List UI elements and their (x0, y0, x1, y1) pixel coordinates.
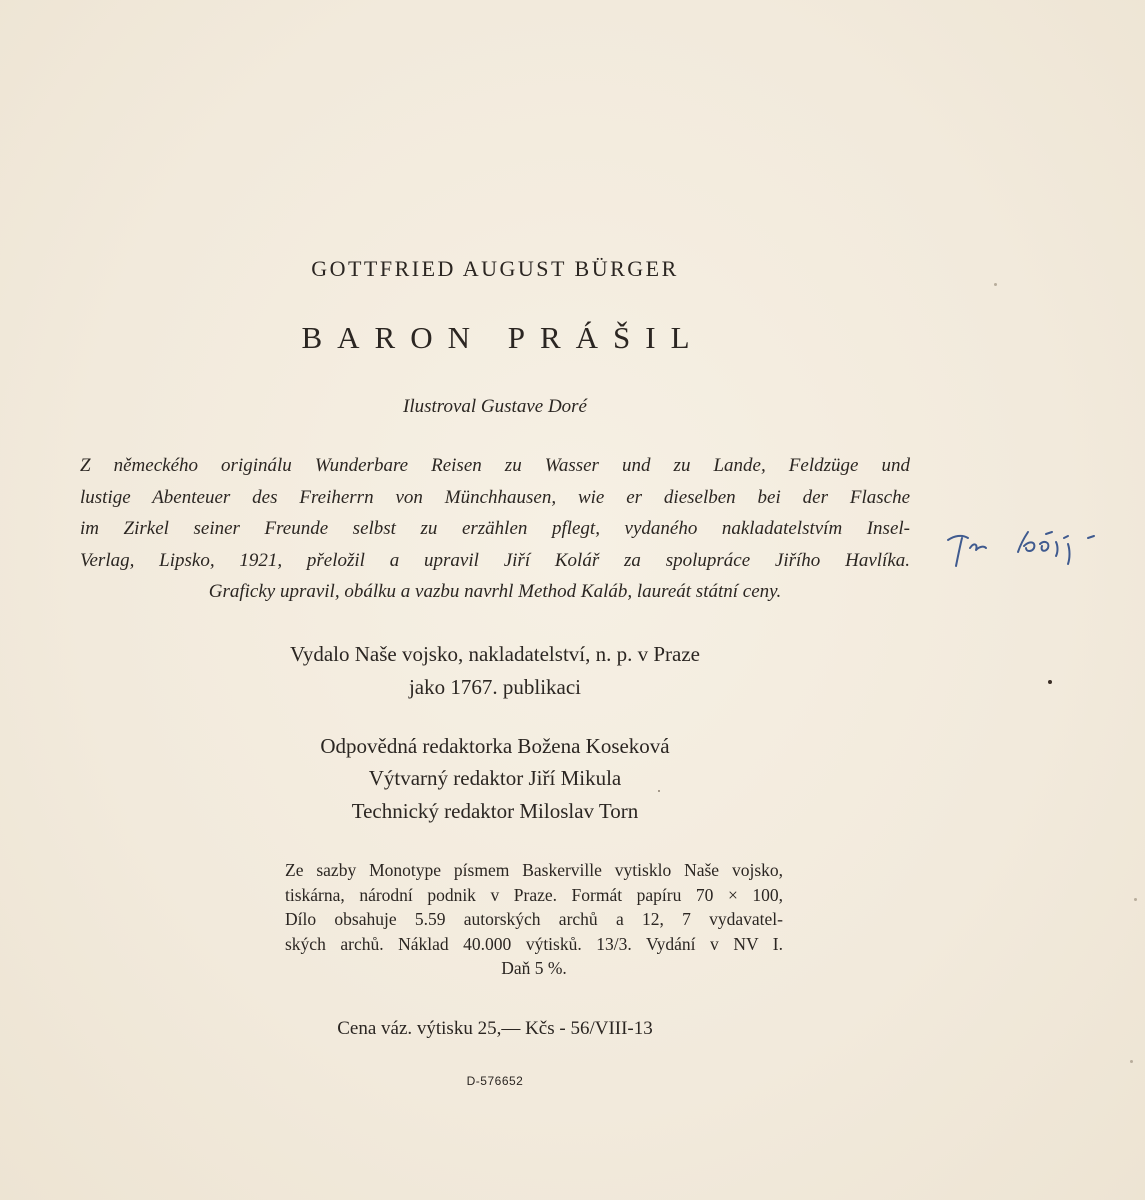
ink-speck (994, 283, 997, 286)
ink-speck (1130, 1060, 1133, 1063)
author-name: GOTTFRIED AUGUST BÜRGER (311, 256, 679, 281)
translation-note (80, 450, 910, 608)
publication-number: jako 1767. publikaci (408, 675, 582, 699)
ink-speck (1134, 898, 1137, 901)
publisher-line: Vydalo Naše vojsko, nakladatelství, n. p. v Praze (290, 642, 700, 666)
technical-editor: Technický redaktor Miloslav Torn (351, 799, 639, 823)
print-details (285, 858, 783, 981)
handwritten-signature-icon (940, 508, 1120, 588)
illustrator-credit: Ilustroval Gustave Doré (403, 396, 587, 417)
print-details-line: Daň 5 %. (501, 958, 567, 978)
ink-speck (1048, 680, 1052, 684)
print-details-line: ských archů. Náklad 40.000 výtisků. 13/3. Vydání v NV I. (285, 933, 783, 954)
ink-speck (658, 790, 660, 792)
translation-note-line: lustige Abenteuer des Freiherrn von Münchhausen, wie er dieselben bei der Flasche (80, 486, 910, 508)
print-details-line: tiskárna, národní podnik v Praze. Formát papíru 70 × 100, (285, 884, 783, 905)
art-editor: Výtvarný redaktor Jiří Mikula (368, 766, 622, 790)
print-details-line: Dílo obsahuje 5.59 autorských archů a 12, 7 vydavatel- (285, 909, 783, 929)
book-title: BARON PRÁŠIL (301, 320, 705, 355)
catalog-code: D-576652 (466, 1074, 524, 1088)
price-line: Cena váz. výtisku 25,— Kčs - 56/VIII-13 (337, 1018, 653, 1039)
translation-note-line: Verlag, Lipsko, 1921, přeložil a upravil Jiří Kolář za spolupráce Jiřího Havlíka. (80, 549, 910, 571)
translation-note-line: im Zirkel seiner Freunde selbst zu erzählen pflegt, vydaného nakladatelstvím Insel- (80, 518, 910, 539)
responsible-editor: Odpovědná redaktorka Božena Koseková (320, 734, 670, 758)
print-details-line: Ze sazby Monotype písmem Baskerville vytisklo Naše vojsko, (285, 860, 783, 880)
translation-note-line: Z německého originálu Wunderbare Reisen zu Wasser und zu Lande, Feldzüge und (80, 455, 910, 476)
translation-note-line: Graficky upravil, obálku a vazbu navrhl Method Kaláb, laureát státní ceny. (208, 581, 782, 602)
